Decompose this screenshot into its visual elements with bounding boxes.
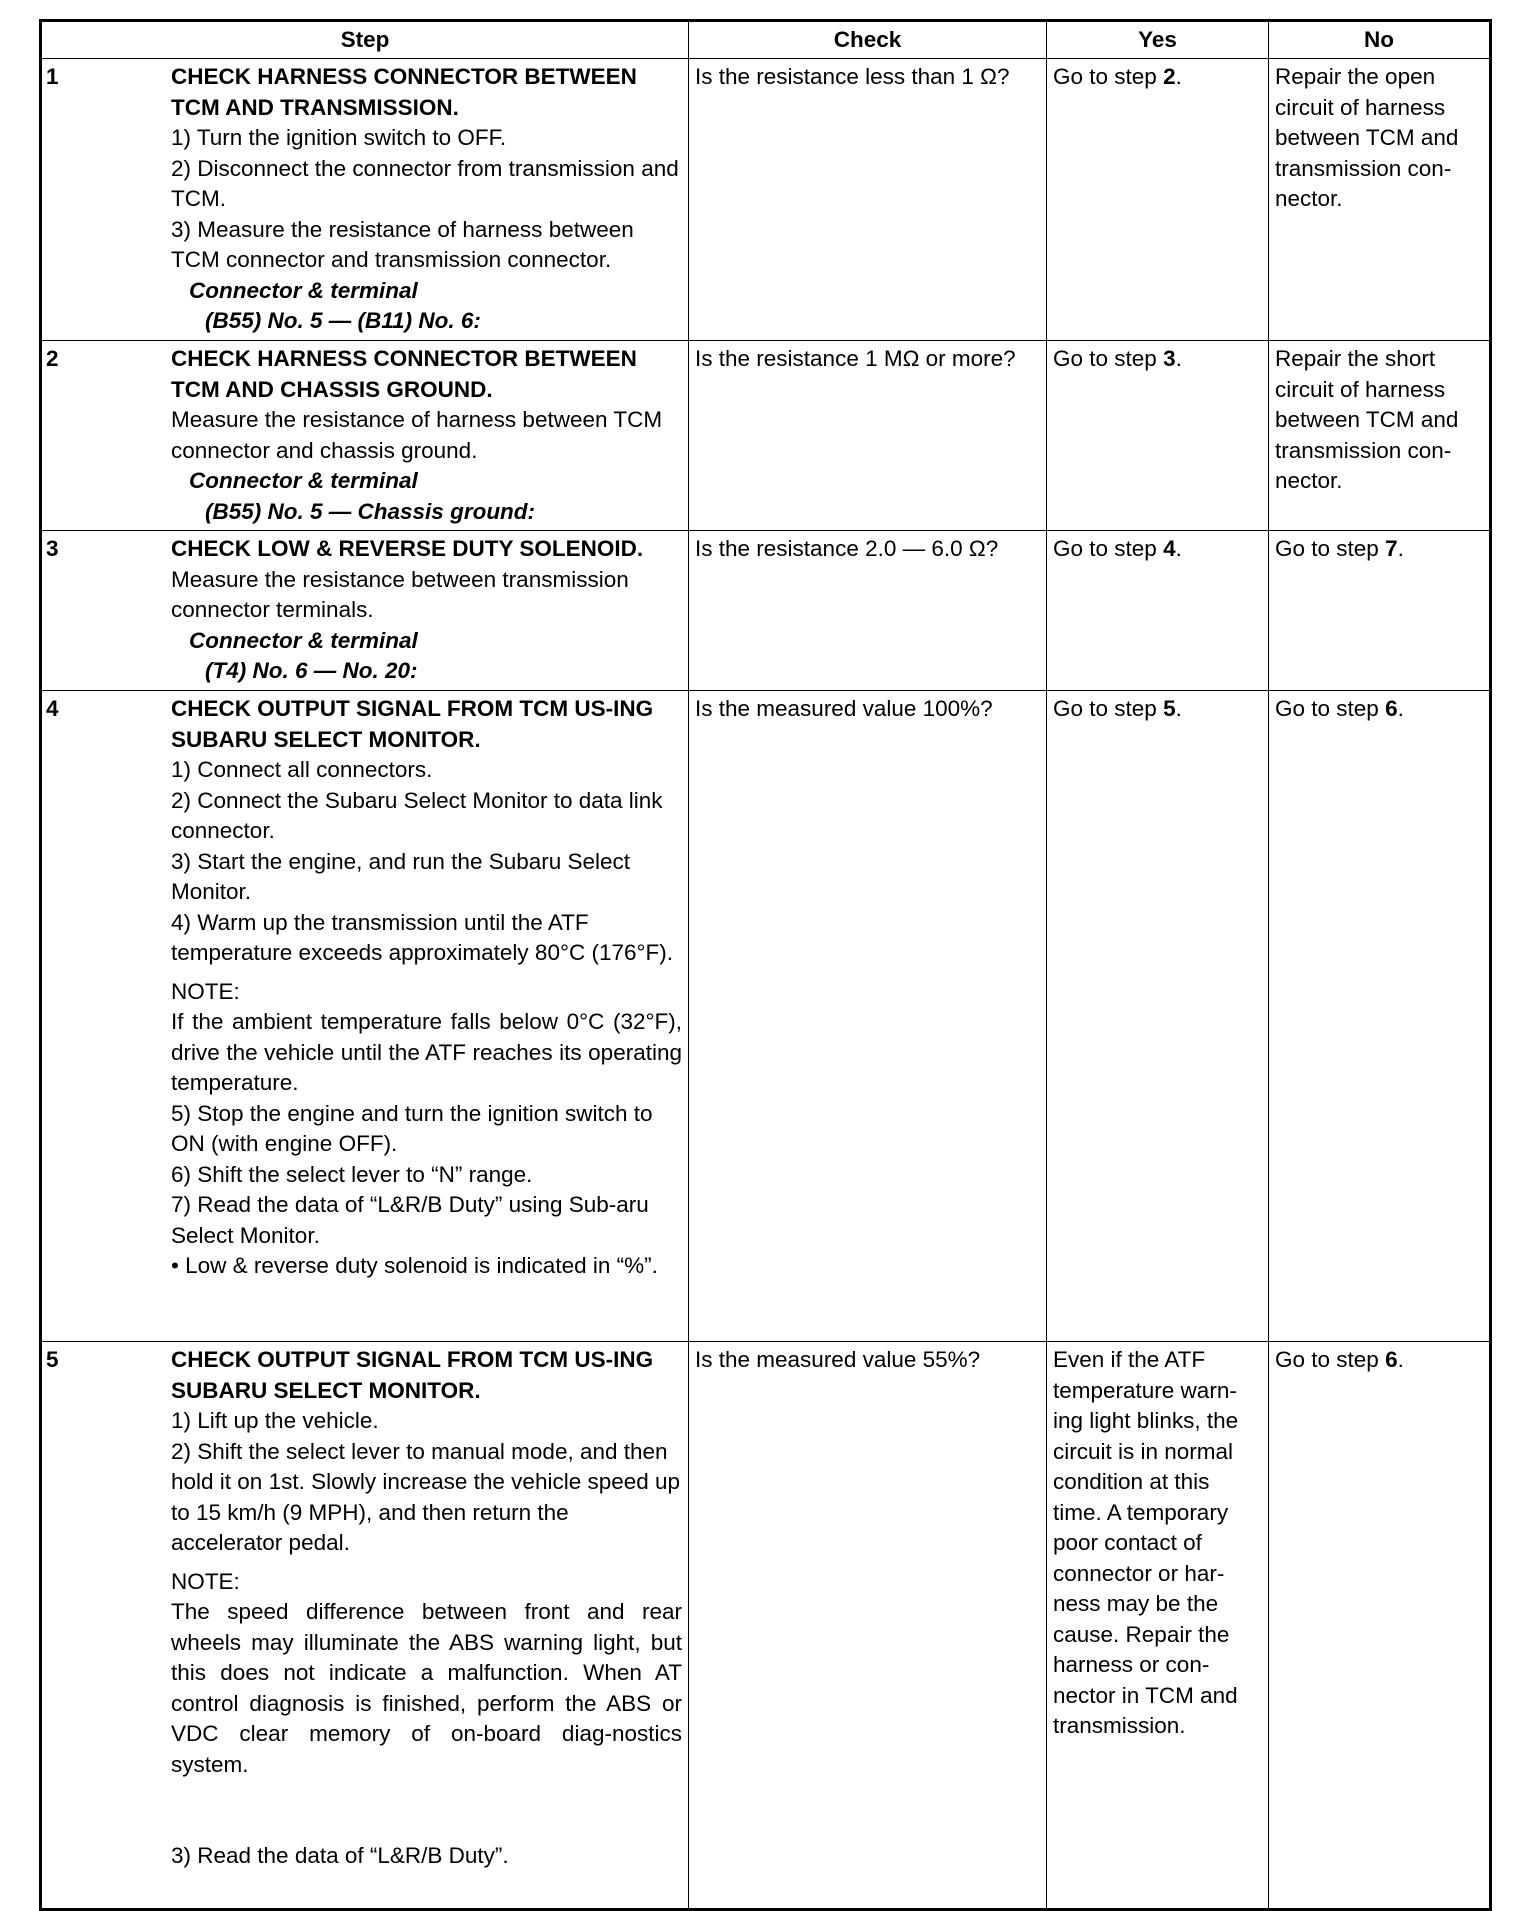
table-row xyxy=(41,691,1491,1342)
yes-step-number: 2 xyxy=(1163,64,1176,89)
step-instruction: 4) Warm up the transmission until the ATF temperature exceeds approximately 80°C (176°F). xyxy=(171,909,673,965)
check-cell: Is the resistance less than 1 Ω? xyxy=(689,59,1047,341)
no-step-number: 7 xyxy=(1385,536,1398,561)
yes-step-number: 3 xyxy=(1163,346,1176,371)
step-number: 1 xyxy=(46,64,59,89)
step-number: 4 xyxy=(46,696,59,721)
diagnostic-table xyxy=(39,19,1492,1911)
check-cell: Is the measured value 100%? xyxy=(689,691,1047,1342)
step-instruction: 3) Read the data of “L&R/B Duty”. xyxy=(171,1843,509,1868)
header-check: Check xyxy=(689,21,1047,59)
step-instruction: 3) Start the engine, and run the Subaru Select Monitor. xyxy=(171,848,631,904)
table-row xyxy=(41,1342,1491,1910)
no-cell: Go to step 7. xyxy=(1269,531,1491,691)
header-row xyxy=(41,21,1491,59)
check-cell: Is the resistance 2.0 — 6.0 Ω? xyxy=(689,531,1047,691)
yes-step-number: 5 xyxy=(1163,696,1176,721)
step-title: CHECK HARNESS CONNECTOR BETWEEN TCM AND TRANSMISSION. xyxy=(171,64,637,120)
connector-terminal-value: (B55) No. 5 — (B11) No. 6: xyxy=(205,308,481,333)
step-instruction: 6) Shift the select lever to “N” range. xyxy=(171,1161,533,1187)
table-row xyxy=(41,59,1491,341)
step-cell xyxy=(41,531,689,691)
step-instruction: 2) Disconnect the connector from transmission and TCM. xyxy=(171,155,679,211)
no-cell: Repair the short circuit of harness between TCM and transmission con-nector. xyxy=(1269,341,1491,531)
step-text: Measure the resistance between transmission connector terminals. xyxy=(171,566,629,622)
step-title: CHECK OUTPUT SIGNAL FROM TCM US-ING SUBARU SELECT MONITOR. xyxy=(171,1347,654,1403)
step-instruction: 2) Shift the select lever to manual mode, and then hold it on 1st. Slowly increase the vehicle speed up to 15 km/h (9 MPH), and then return the accelerator pedal. xyxy=(171,1438,681,1555)
step-text: Measure the resistance of harness between TCM connector and chassis ground. xyxy=(171,407,663,463)
connector-terminal-value: (B55) No. 5 — Chassis ground: xyxy=(205,498,536,524)
yes-cell: Go to step 2. xyxy=(1047,59,1269,341)
step-instruction: 5) Stop the engine and turn the ignition switch to ON (with engine OFF). xyxy=(171,1100,653,1156)
bullet-item: • Low & reverse duty solenoid is indicated in “%”. xyxy=(171,1253,658,1278)
step-cell xyxy=(41,59,689,341)
step-title: CHECK LOW & REVERSE DUTY SOLENOID. xyxy=(171,536,644,561)
no-cell: Go to step 6. xyxy=(1269,691,1491,1342)
note-label: NOTE: xyxy=(171,978,240,1004)
step-instruction: 1) Connect all connectors. xyxy=(171,757,433,782)
step-title: CHECK HARNESS CONNECTOR BETWEEN TCM AND CHASSIS GROUND. xyxy=(171,346,637,402)
header-no: No xyxy=(1269,21,1491,59)
no-cell: Go to step 6. xyxy=(1269,1342,1491,1910)
no-step-number: 6 xyxy=(1385,696,1398,721)
connector-terminal-label: Connector & terminal xyxy=(189,277,418,303)
step-title: CHECK OUTPUT SIGNAL FROM TCM US-ING SUBARU SELECT MONITOR. xyxy=(171,696,654,752)
table-row xyxy=(41,341,1491,531)
connector-terminal-label: Connector & terminal xyxy=(189,468,418,493)
note-label: NOTE: xyxy=(171,1568,240,1594)
step-instruction: 7) Read the data of “L&R/B Duty” using Sub-aru Select Monitor. xyxy=(171,1192,649,1248)
no-step-number: 6 xyxy=(1385,1347,1398,1372)
step-instruction: 3) Measure the resistance of harness between TCM connector and transmission connector. xyxy=(171,216,634,272)
step-cell xyxy=(41,691,689,1342)
step-instruction: 1) Turn the ignition switch to OFF. xyxy=(171,125,507,150)
note-text: If the ambient temperature falls below 0°C (32°F), drive the vehicle until the ATF reaches its operating temperature. xyxy=(171,1009,682,1095)
step-cell xyxy=(41,1342,689,1910)
spacer xyxy=(171,1780,682,1841)
yes-step-number: 4 xyxy=(1163,536,1176,561)
table-row xyxy=(41,531,1491,691)
check-cell: Is the measured value 55%? xyxy=(689,1342,1047,1910)
header-yes: Yes xyxy=(1047,21,1269,59)
step-number: 3 xyxy=(46,536,59,561)
step-cell xyxy=(41,341,689,531)
yes-cell: Go to step 3. xyxy=(1047,341,1269,531)
yes-cell: Even if the ATF temperature warn-ing light blinks, the circuit is in normal condition at this time. A temporary poor contact of connector or har-ness may be the cause. Repair the harness or con-nector in TCM and transmission. xyxy=(1047,1342,1269,1910)
step-instruction: 2) Connect the Subaru Select Monitor to data link connector. xyxy=(171,787,663,843)
header-step: Step xyxy=(41,21,689,59)
check-cell: Is the resistance 1 MΩ or more? xyxy=(689,341,1047,531)
no-cell: Repair the open circuit of harness between TCM and transmission con-nector. xyxy=(1269,59,1491,341)
connector-terminal-value: (T4) No. 6 — No. 20: xyxy=(205,658,418,683)
note-text: The speed difference between front and rear wheels may illuminate the ABS warning light, but this does not indicate a malfunction. When AT control diagnosis is finished, perform the ABS or VDC clear memory of on-board diag-nostics system. xyxy=(171,1599,682,1777)
yes-cell: Go to step 5. xyxy=(1047,691,1269,1342)
yes-cell: Go to step 4. xyxy=(1047,531,1269,691)
step-instruction: 1) Lift up the vehicle. xyxy=(171,1408,379,1433)
step-number: 2 xyxy=(46,346,59,371)
step-number: 5 xyxy=(46,1347,59,1372)
connector-terminal-label: Connector & terminal xyxy=(189,627,418,653)
